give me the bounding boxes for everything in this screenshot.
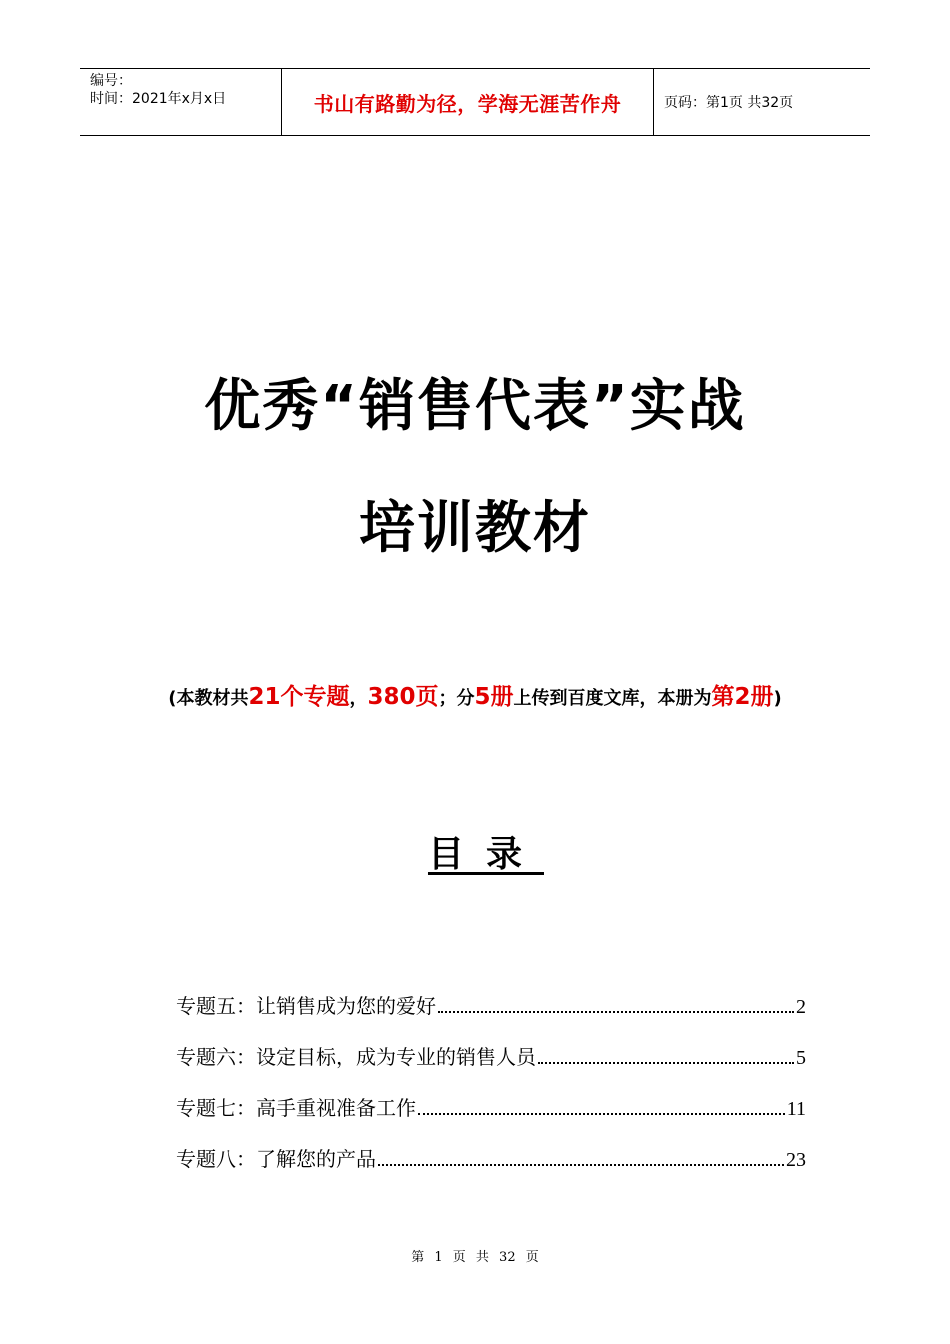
subtitle-part: 上传到百度文库，本册为 xyxy=(513,688,712,709)
subtitle-part: (本教材共 xyxy=(168,688,249,709)
toc-entry-page: 5 xyxy=(796,1047,806,1069)
table-of-contents xyxy=(176,990,806,1194)
toc-entry-label: 专题五：让销售成为您的爱好 xyxy=(176,994,436,1018)
toc-entry-page: 23 xyxy=(786,1149,806,1171)
toc-leader-dots xyxy=(418,1113,785,1115)
toc-entry-label: 专题六：设定目标，成为专业的销售人员 xyxy=(176,1045,536,1069)
subtitle-part: ；分 xyxy=(438,688,475,709)
subtitle-highlight: 21个专题 xyxy=(248,684,350,710)
header-motto: 书山有路勤为径，学海无涯苦作舟 xyxy=(282,69,654,135)
toc-entry-label: 专题七：高手重视准备工作 xyxy=(176,1096,416,1120)
toc-heading xyxy=(0,826,950,877)
toc-leader-dots xyxy=(538,1062,794,1064)
toc-heading-text: 目录 xyxy=(427,834,544,875)
subtitle-highlight: 380页 xyxy=(367,684,439,710)
header-page-info: 页码：第1页 共32页 xyxy=(664,95,794,111)
time-label: 时间：2021年x月x日 xyxy=(90,91,227,107)
page-footer: 第 1 页 共 32 页 xyxy=(411,1250,539,1265)
toc-entry[interactable] xyxy=(176,1092,806,1143)
subtitle-highlight: 5册 xyxy=(474,684,514,710)
document-title-line2: 培训教材 xyxy=(359,496,591,561)
toc-entry-page: 11 xyxy=(786,1098,806,1120)
toc-entry[interactable] xyxy=(176,990,806,1041)
page-header xyxy=(80,68,870,136)
document-title-line1: 优秀“销售代表”实战 xyxy=(204,374,746,439)
toc-entry[interactable] xyxy=(176,1143,806,1194)
toc-entry-page: 2 xyxy=(796,996,806,1018)
toc-entry-label: 专题八：了解您的产品 xyxy=(176,1147,376,1171)
toc-leader-dots xyxy=(438,1011,794,1013)
toc-entry[interactable] xyxy=(176,1041,806,1092)
subtitle-part: ， xyxy=(349,688,368,709)
subtitle-highlight: 第2册 xyxy=(711,684,774,710)
number-label: 编号： xyxy=(90,73,132,89)
subtitle xyxy=(0,678,950,711)
toc-leader-dots xyxy=(378,1164,784,1166)
header-meta xyxy=(80,69,282,135)
subtitle-part: ) xyxy=(773,688,782,709)
